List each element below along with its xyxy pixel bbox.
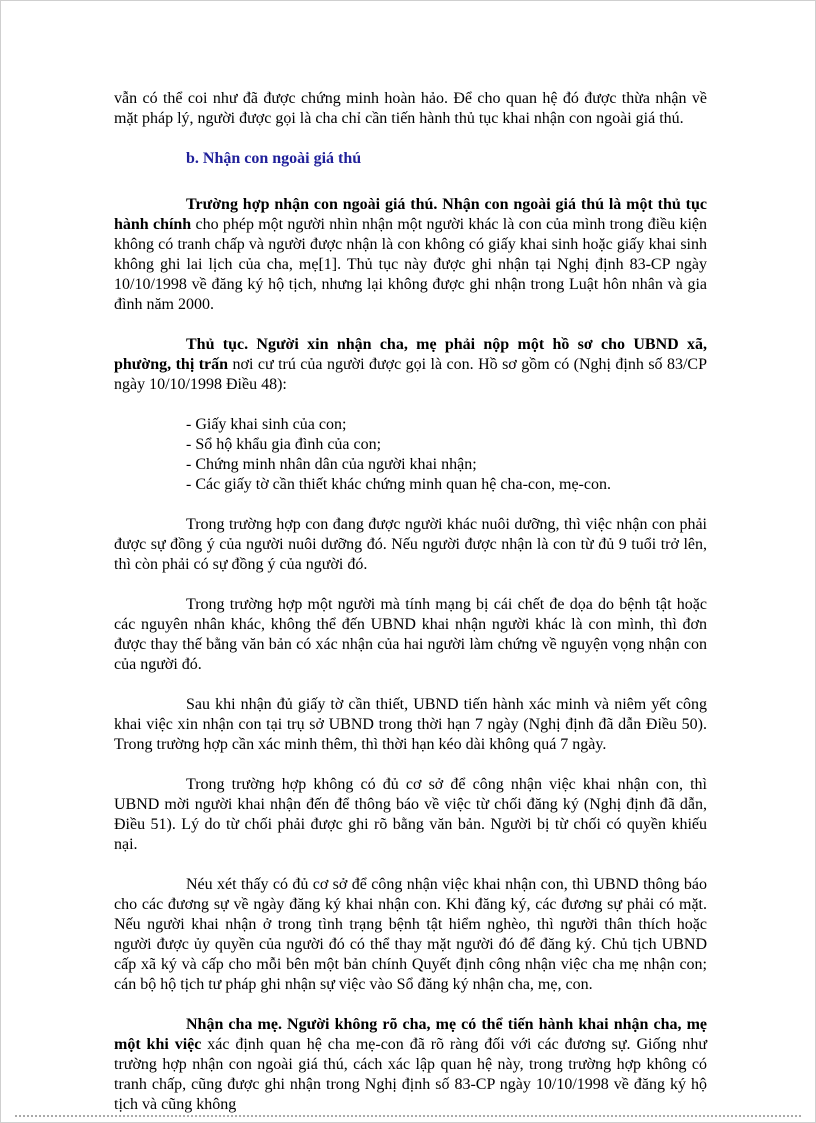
paragraph	[114, 335, 707, 395]
paragraph-text: Trong trường hợp một người mà tính mạng bị cái chết đe dọa do bệnh tật hoặc các nguyên nhân khác, không thể đến UBND khai nhận người khác là con mình, thì đơn được thay thế bằng văn bản có xác nhận của hai người làm chứng về nguyện vọng nhận con của người đó.	[114, 596, 707, 673]
paragraph	[114, 515, 707, 575]
paragraph	[114, 595, 707, 675]
paragraph-text: cho phép một người nhìn nhận một người khác là con của mình trong điều kiện không có tranh chấp và người được nhận là con không có giấy khai sinh hoặc giấy khai sinh không ghi lai lịch của cha, mẹ[1]. Thủ tục này được ghi nhận tại Nghị định 83-CP ngày 10/10/1998 về đăng ký hộ tịch, nhưng lại không được ghi nhận trong Luật hôn nhân và gia đình năm 2000.	[114, 216, 708, 313]
paragraph-text: Trong trường hợp con đang được người khác nuôi dưỡng, thì việc nhận con phải được sự đồng ý của người nuôi dưỡng đó. Nếu người được nhận là con từ đủ 9 tuổi trở lên, thì còn phải có sự đồng ý của người đó.	[114, 516, 707, 573]
paragraph-bold-lead: Trường hợp nhận con ngoài giá thú. Nhận con ngoài giá thú là một thủ tục hành chính	[114, 196, 707, 233]
footnote-separator-line	[15, 1115, 801, 1117]
paragraph-bold-lead: Thủ tục. Người xin nhận cha, mẹ phải nộp một hồ sơ cho UBND xã, phường, thị trấn	[114, 336, 707, 373]
paragraph-text: Trong trường hợp không có đủ cơ sở để công nhận việc khai nhận con, thì UBND mời người khai nhận đến để thông báo về việc từ chối đăng ký (Nghị định đã dẫn, Điều 51). Lý do từ chối phải được ghi rõ bằng văn bản. Người bị từ chối có quyền khiếu nại.	[114, 776, 707, 853]
paragraph-bold-lead: Nhận cha mẹ. Người không rõ cha, mẹ có thể tiến hành khai nhận cha, mẹ một khi việc	[114, 1016, 707, 1053]
paragraph	[114, 695, 707, 755]
paragraph-text: vẫn có thể coi như đã được chứng minh hoàn hảo. Để cho quan hệ đó được thừa nhận về mặt pháp lý, người được gọi là cha chỉ cần tiến hành thủ tục khai nhận con ngoài giá thú.	[114, 90, 707, 127]
paragraph	[114, 775, 707, 855]
continuation-paragraph	[114, 89, 707, 129]
list-item: - Chứng minh nhân dân của người khai nhận;	[186, 456, 477, 473]
list-item: - Giấy khai sinh của con;	[186, 416, 347, 433]
list-item: - Sổ hộ khẩu gia đình của con;	[186, 436, 382, 453]
paragraph-text: nơi cư trú của người được gọi là con. Hồ sơ gồm có (Nghị định số 83/CP ngày 10/10/1998 Điều 48):	[114, 356, 708, 393]
document-body	[114, 89, 707, 1123]
list-item: - Các giấy tờ cần thiết khác chứng minh quan hệ cha-con, mẹ-con.	[186, 476, 611, 493]
paragraph-text: xác định quan hệ cha mẹ-con đã rõ ràng đối với các đương sự. Giống như trường hợp nhận con ngoài giá thú, cách xác lập quan hệ này, trong trường hợp không có tranh chấp, cũng được ghi nhận trong Nghị định số 83-CP ngày 10/10/1998 về đăng ký hộ tịch và cũng không	[114, 1036, 708, 1113]
paragraph-text: Sau khi nhận đủ giấy tờ cần thiết, UBND tiến hành xác minh và niêm yết công khai việc xin nhận con tại trụ sở UBND trong thời hạn 7 ngày (Nghị định đã dẫn Điều 50). Trong trường hợp cần xác minh thêm, thì thời hạn kéo dài không quá 7 ngày.	[114, 696, 707, 753]
section-heading: b. Nhận con ngoài giá thú	[186, 150, 362, 167]
document-list	[114, 415, 707, 495]
paragraph	[114, 1015, 707, 1115]
paragraph	[114, 875, 707, 995]
paragraph	[114, 195, 707, 315]
paragraph-text: Néu xét thấy có đủ cơ sở để công nhận việc khai nhận con, thì UBND thông báo cho các đương sự về ngày đăng ký khai nhận con. Khi đăng ký, các đương sự phải có mặt. Nếu người khai nhận ở trong tình trạng bệnh tật hiểm nghèo, thì người thân thích hoặc người được ủy quyền của người đó có thể thay mặt người đó để đăng ký. Chủ tịch UBND cấp xã ký và cấp cho mỗi bên một bản chính Quyết định công nhận việc cha mẹ nhận con; cán bộ hộ tịch tư pháp ghi nhận sự việc vào Sổ đăng ký nhận cha, mẹ, con.	[114, 876, 707, 993]
